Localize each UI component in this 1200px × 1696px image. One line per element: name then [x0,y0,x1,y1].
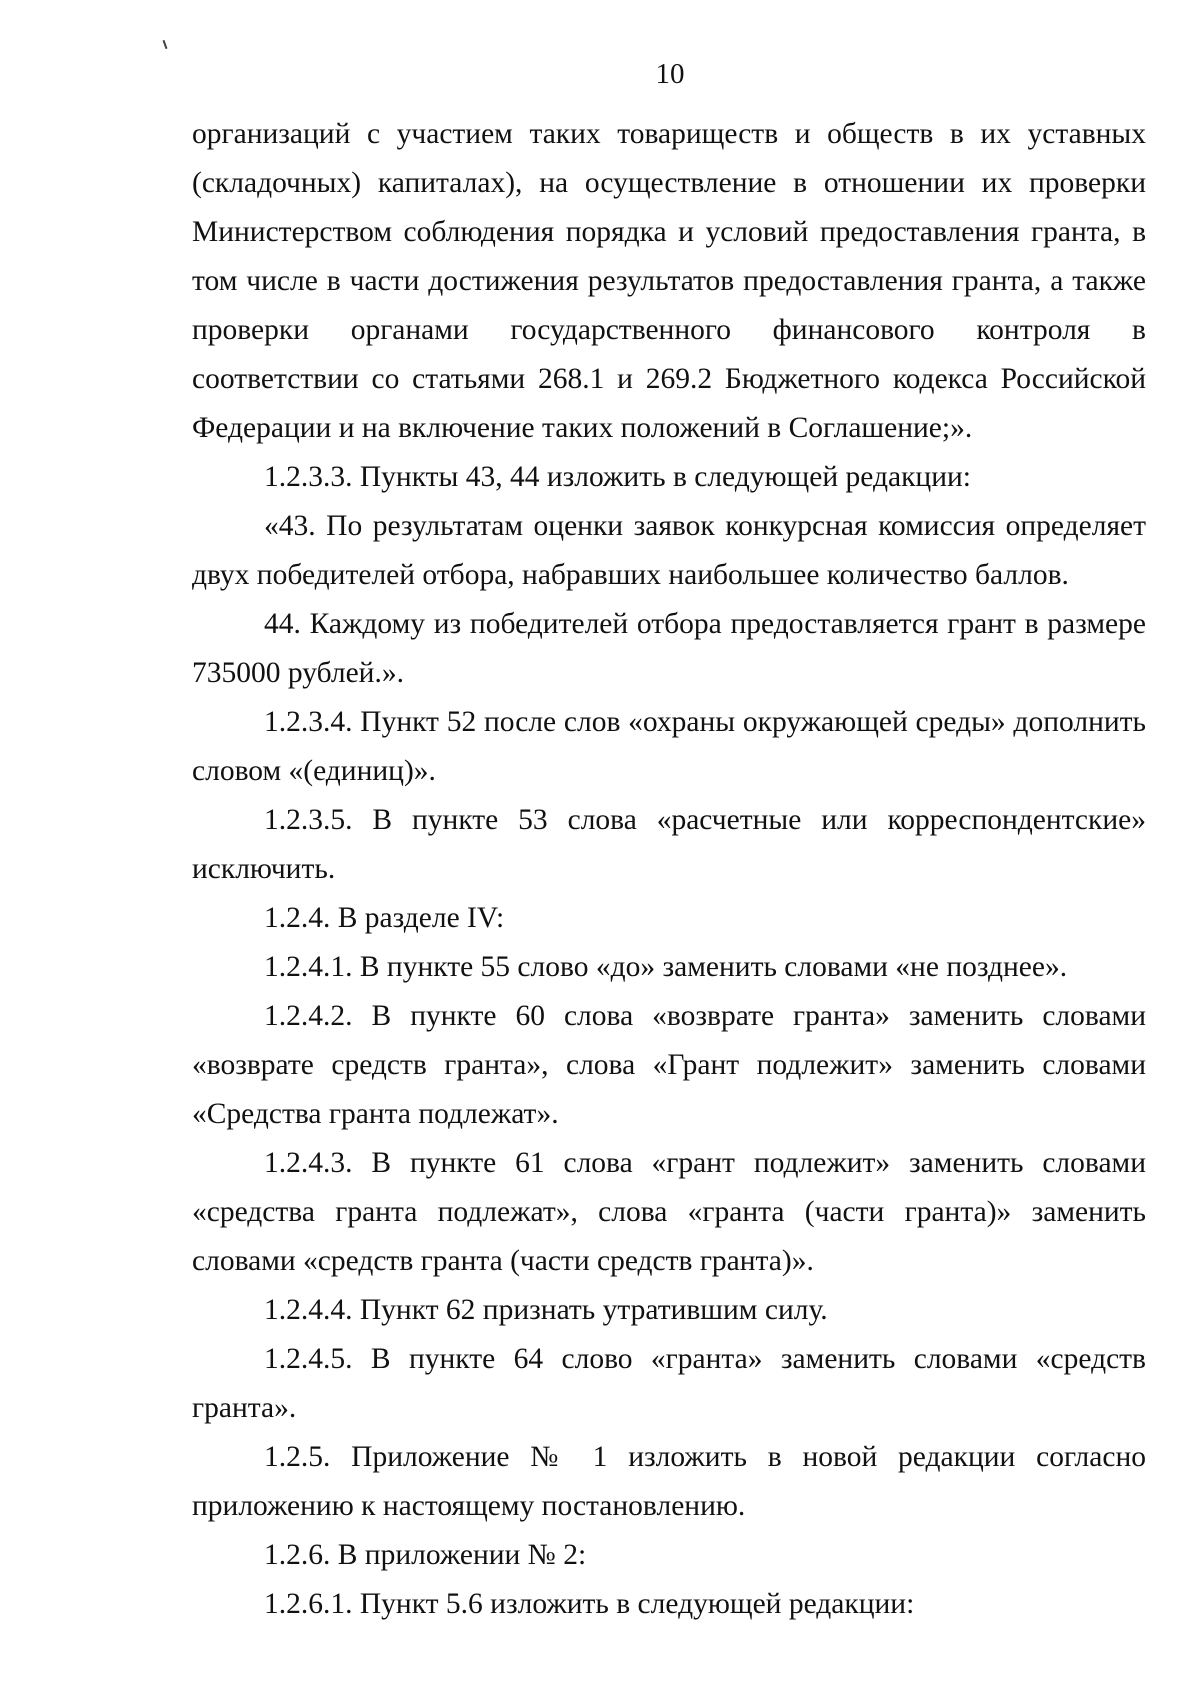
paragraph-1-2-4-2: 1.2.4.2. В пункте 60 слова «возврате гранта» заменить словами «возврате средств гранта», слова «Грант подлежит» заменить словами «Средства гранта подлежат». [192,1000,1146,1130]
paragraph-continuation: организаций с участием таких товариществ и обществ в их уставных (складочных) капиталах), на осуществление в отношении их проверки Министерством соблюдения порядка и условий предоставления гранта, в том числе в части достижения результатов предоставления гранта, а также проверки органами государственного финансового контроля в соответствии со статьями 268.1 и 269.2 Бюджетного кодекса Российской Федерации и на включение таких положений в Соглашение;». [192,118,1146,444]
paragraph-1-2-4-4: 1.2.4.4. Пункт 62 признать утратившим силу. [264,1294,828,1326]
paragraph-1-2-4-3: 1.2.4.3. В пункте 61 слова «грант подлежит» заменить словами «средства гранта подлежат», слова «гранта (части гранта)» заменить словами «средств гранта (части средств гранта)». [192,1147,1146,1277]
paragraph-1-2-5: 1.2.5. Приложение № 1 изложить в новой редакции согласно приложению к настоящему постановлению. [192,1441,1146,1522]
paragraph-1-2-6-1: 1.2.6.1. Пункт 5.6 изложить в следующей редакции: [264,1588,915,1620]
document-body [192,110,1146,1629]
page-number: 10 [655,58,685,90]
paragraph-1-2-4: 1.2.4. В разделе IV: [264,902,505,934]
paragraph-1-2-6: 1.2.6. В приложении № 2: [264,1539,587,1571]
scan-speck [163,40,168,49]
paragraph-43: «43. По результатам оценки заявок конкурсная комиссия определяет двух победителей отбора, набравших наибольшее количество баллов. [192,510,1146,591]
paragraph-44: 44. Каждому из победителей отбора предоставляется грант в размере 735000 рублей.». [192,608,1146,689]
paragraph-1-2-3-5: 1.2.3.5. В пункте 53 слова «расчетные или корреспондентские» исключить. [192,804,1146,885]
paragraph-1-2-3-3: 1.2.3.3. Пункты 43, 44 изложить в следующей редакции: [264,461,971,493]
paragraph-1-2-4-1: 1.2.4.1. В пункте 55 слово «до» заменить словами «не позднее». [264,951,1068,983]
paragraph-1-2-3-4: 1.2.3.4. Пункт 52 после слов «охраны окружающей среды» дополнить словом «(единиц)». [192,706,1146,787]
paragraph-1-2-4-5: 1.2.4.5. В пункте 64 слово «гранта» заменить словами «средств гранта». [192,1343,1146,1424]
